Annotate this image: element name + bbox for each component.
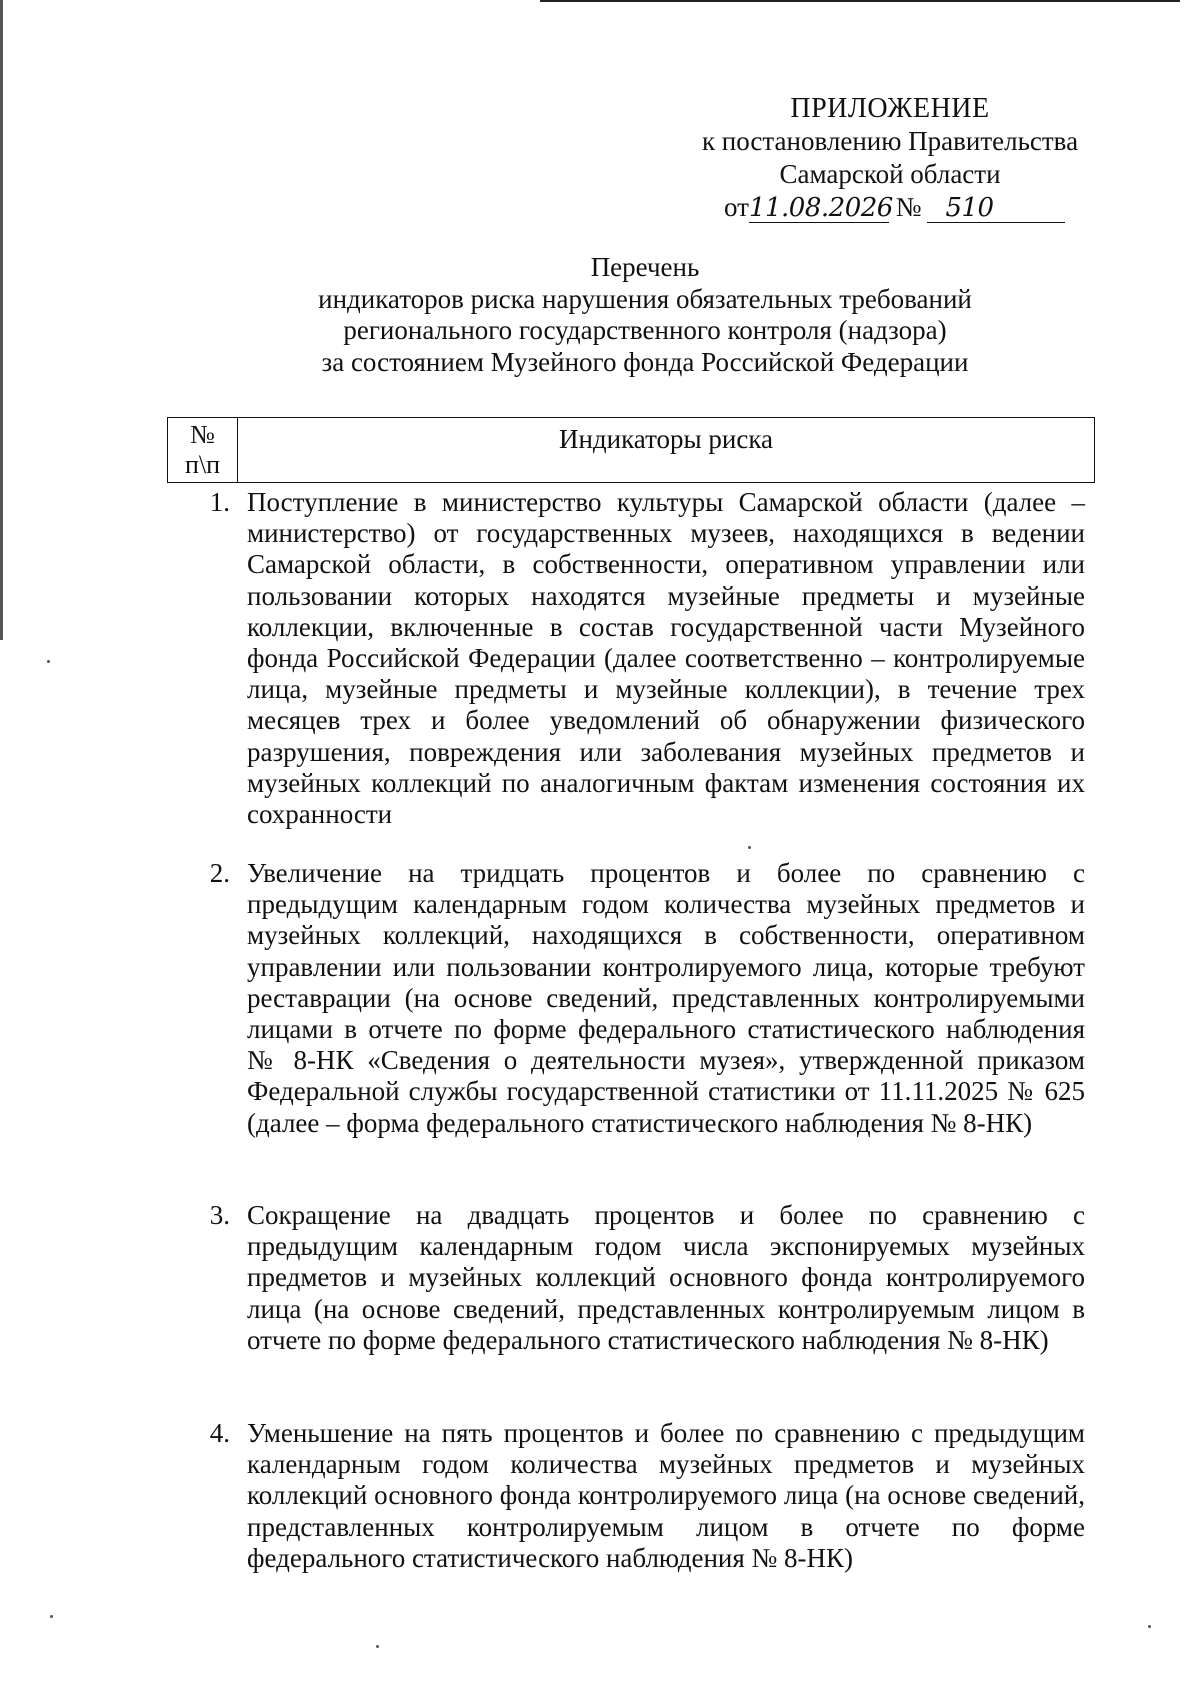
indicator-number: 1. bbox=[209, 487, 230, 517]
title-line: за состоянием Музейного фонда Российской Федерации bbox=[321, 346, 969, 377]
appendix-line: Самарской области bbox=[779, 159, 1001, 189]
column-header-indicators: Индикаторы риска bbox=[558, 424, 774, 454]
indicator-number: 4. bbox=[209, 1418, 230, 1448]
title-line: регионального государственного контроля (надзора) bbox=[343, 315, 947, 345]
appendix-line: к постановлению Правительства bbox=[701, 126, 1079, 156]
scan-edge-left bbox=[0, 0, 3, 640]
indicator-text: Уменьшение на пять процентов и более по сравнению с предыдущим календарным годом количества музейных предметов и музейных коллекций основного фонда контролируемого лица (на основе сведений, представленных контролируемым лицом в отчете по форме федерального статистического наблюдения № 8-НК) bbox=[247, 1418, 1085, 1573]
scan-speck bbox=[1148, 1625, 1151, 1628]
number-label: № bbox=[895, 192, 922, 222]
handwritten-number: 510 bbox=[927, 194, 1065, 223]
from-label: от bbox=[724, 192, 749, 222]
indicator-text: Сокращение на двадцать процентов и более по сравнению с предыдущим календарным годом числа экспонируемых музейных предметов и музейных коллекций основного фонда контролируемого лица (на основе сведений, представленных контролируемым лицом в отчете по форме федерального статистического наблюдения № 8-НК) bbox=[247, 1200, 1085, 1355]
scan-speck bbox=[50, 1615, 53, 1618]
scan-edge-top bbox=[540, 0, 1180, 2]
title-line: Перечень bbox=[590, 252, 700, 282]
document-title bbox=[180, 252, 1110, 378]
scan-speck bbox=[376, 1645, 379, 1648]
indicator-number: 3. bbox=[209, 1200, 230, 1230]
handwritten-date: 11.08.2026 bbox=[748, 193, 893, 223]
title-line: индикаторов риска нарушения обязательных требований bbox=[318, 283, 972, 314]
appendix-heading: ПРИЛОЖЕНИЕ bbox=[790, 93, 990, 124]
appendix-block bbox=[660, 92, 1120, 224]
column-header-number-line: п\п bbox=[184, 450, 221, 479]
scan-speck bbox=[47, 660, 50, 663]
indicator-text: Увеличение на тридцать процентов и более по сравнению с предыдущим календарным годом количества музейных предметов и музейных коллекций, находящихся в собственности, оперативном управлении или пользовании контролируемого лица, которые требуют реставрации (на основе сведений, представленных контролируемыми лицами в отчете по форме федерального статистического наблюдения № 8-НК «Сведения о деятельности музея», утвержденной приказом Федеральной службы государственной статистики от 11.11.2025 № 625 (далее – форма федерального статистического наблюдения № 8-НК) bbox=[247, 858, 1085, 1138]
indicator-text: Поступление в министерство культуры Самарской области (далее – министерство) от государственных музеев, находящихся в ведении Самарской области, в собственности, оперативном управлении или пользовании которых находятся музейные предметы и музейные коллекции, включенные в состав государственной части Музейного фонда Российской Федерации (далее соответственно – контролируемые лица, музейные предметы и музейные коллекции), в течение трех месяцев трех и более уведомлений об обнаружении физического разрушения, повреждения или заболевания музейных предметов и музейных коллекций по аналогичным фактам изменения состояния их сохранности bbox=[247, 487, 1085, 830]
appendix-date-number bbox=[660, 191, 1120, 224]
scan-speck bbox=[748, 846, 751, 849]
column-header-number-line: № bbox=[190, 420, 215, 449]
table-header bbox=[167, 417, 1095, 483]
column-header-number bbox=[168, 418, 238, 482]
indicator-number: 2. bbox=[209, 858, 230, 888]
